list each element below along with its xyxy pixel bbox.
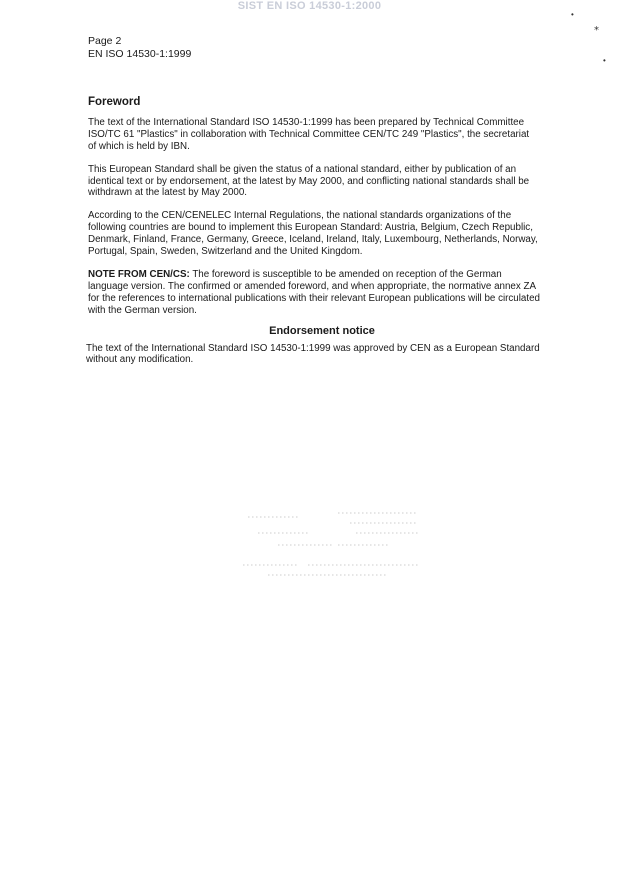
endorsement-text: The text of the International Standard ISO 14530-1:1999 was approved by CEN as a European Standard without any modification. — [86, 342, 540, 366]
faded-stamp-image — [238, 505, 423, 585]
endorsement-heading: Endorsement notice — [269, 324, 375, 337]
watermark: SIST EN ISO 14530-1:2000 — [237, 0, 382, 12]
document-body — [88, 97, 540, 377]
foreword-heading: Foreword — [88, 96, 141, 108]
note-text: The foreword is susceptible to be amended on reception of the German language version. The confirmed or amended foreword, and when appropriate, the normative annex ZA for the references to international publications with their relevant European publications will be circulated with the German version. — [88, 268, 541, 316]
document-id: EN ISO 14530-1:1999 — [88, 47, 192, 60]
page-number: Page 2 — [88, 35, 122, 47]
note-label: NOTE FROM CEN/CS: — [88, 268, 190, 280]
scan-speck-mark: ⁎ — [594, 22, 599, 33]
foreword-paragraph: This European Standard shall be given the status of a national standard, either by publication of an identical text or by endorsement, at the latest by May 2000, and conflicting national standards shall be withdrawn at the latest by May 2000. — [88, 163, 530, 199]
foreword-paragraph: According to the CEN/CENELEC Internal Regulations, the national standards organizations of the following countries are bound to implement this European Standard: Austria, Belgium, Czech Republic, Denmark, Finland, France, Germany, Greece, Iceland, Ireland, Italy, Luxembourg, Netherlands, Norway, Portugal, Spain, Sweden, Switzerland and the United Kingdom. — [88, 210, 538, 258]
foreword-paragraph: The text of the International Standard ISO 14530-1:1999 has been prepared by Technical Committee ISO/TC 61 "Plastics" in collaboration with Technical Committee CEN/TC 249 "Plastics", the secretariat of which is held by IBN. — [88, 116, 530, 152]
scan-speck-mark: • — [603, 56, 606, 65]
note-paragraph — [88, 269, 540, 317]
page-header — [88, 35, 191, 60]
scan-speck-mark: • — [571, 10, 574, 19]
